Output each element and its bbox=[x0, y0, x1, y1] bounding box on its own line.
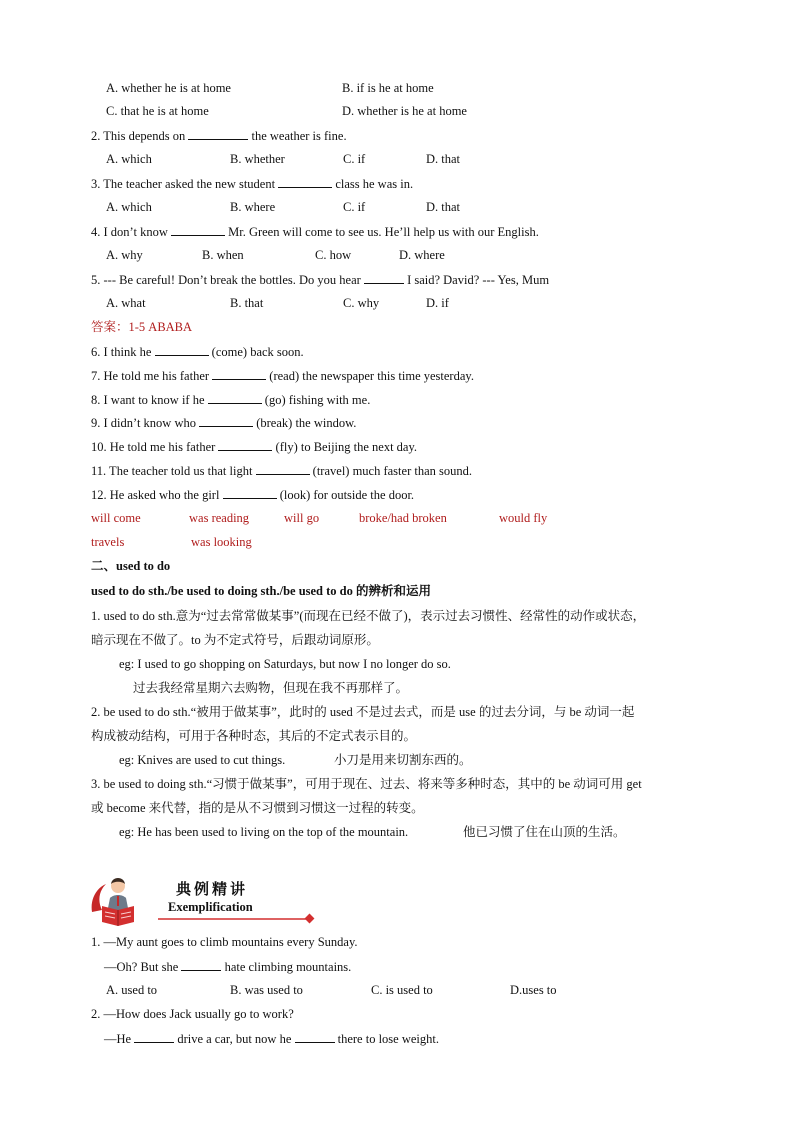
paragraph-3-line-2: 或 become 来代替，指的是从不习惯到习惯这一过程的转变。 bbox=[91, 801, 424, 815]
answer-key-1-5: 答案：1-5 ABABA bbox=[91, 320, 193, 334]
question-10 bbox=[91, 438, 417, 455]
q1-option-d: D. whether is he at home bbox=[342, 104, 467, 118]
answer-blank bbox=[364, 271, 404, 284]
example-2-translation: 小刀是用来切割东西的。 bbox=[334, 753, 472, 767]
q2-option-d: D. that bbox=[426, 152, 461, 166]
question-text: 10. He told me his father bbox=[91, 440, 216, 454]
question-text: class he was in. bbox=[335, 177, 414, 191]
answer-blank bbox=[181, 958, 221, 971]
q3-option-b: B. where bbox=[230, 200, 276, 214]
answer-12: was looking bbox=[191, 535, 252, 549]
q5-option-a: A. what bbox=[106, 296, 146, 310]
paragraph-2-line-1: 2. be used to do sth.“被用于做某事”，此时的 used 不是过去式，而是 use 的过去分词，与 be 动词一起 bbox=[91, 705, 635, 719]
question-text: Mr. Green will come to see us. He’ll help us with our English. bbox=[228, 225, 539, 239]
answer-blank bbox=[295, 1030, 335, 1043]
question-text: —He bbox=[104, 1032, 132, 1046]
question-4 bbox=[91, 223, 539, 240]
question-6 bbox=[91, 343, 304, 360]
q1-option-c: C. that he is at home bbox=[106, 104, 209, 118]
question-text: there to lose weight. bbox=[337, 1032, 439, 1046]
q4-option-c: C. how bbox=[315, 248, 352, 262]
answer-blank bbox=[171, 223, 225, 236]
ex1-option-c: C. is used to bbox=[371, 983, 433, 997]
answer-6: will come bbox=[91, 511, 141, 525]
answer-blank bbox=[188, 127, 248, 140]
question-text: (look) for outside the door. bbox=[279, 488, 415, 502]
answer-7: was reading bbox=[189, 511, 250, 525]
question-text: 11. The teacher told us that light bbox=[91, 464, 253, 478]
question-text: 9. I didn’t know who bbox=[91, 416, 196, 430]
ex1-option-d: D.uses to bbox=[510, 983, 557, 997]
banner-subtitle: Exemplification bbox=[168, 900, 253, 914]
answer-11: travels bbox=[91, 535, 125, 549]
example-question-1-reply bbox=[104, 958, 351, 975]
answer-blank bbox=[199, 414, 253, 427]
q3-option-c: C. if bbox=[343, 200, 366, 214]
q5-option-c: C. why bbox=[343, 296, 380, 310]
question-text: (break) the window. bbox=[256, 416, 357, 430]
question-text: 7. He told me his father bbox=[91, 369, 210, 383]
question-text: 4. I don’t know bbox=[91, 225, 168, 239]
example-2: eg: Knives are used to cut things. bbox=[119, 753, 286, 767]
question-text: (fly) to Beijing the next day. bbox=[275, 440, 418, 454]
answer-blank bbox=[155, 343, 209, 356]
question-text: the weather is fine. bbox=[251, 129, 347, 143]
example-3-translation: 他已习惯了住在山顶的生活。 bbox=[463, 825, 626, 839]
question-12 bbox=[91, 486, 414, 503]
q4-option-a: A. why bbox=[106, 248, 143, 262]
exemplification-banner bbox=[88, 872, 328, 928]
question-2 bbox=[91, 127, 347, 144]
banner-title: 典例精讲 bbox=[176, 880, 249, 898]
question-8 bbox=[91, 391, 370, 408]
paragraph-3-line-1: 3. be used to doing sth.“习惯于做某事”，可用于现在、过去、将来等多种时态，其中的 be 动词可用 get bbox=[91, 777, 642, 791]
answer-9: broke/had broken bbox=[359, 511, 447, 525]
question-11 bbox=[91, 462, 472, 479]
q2-option-b: B. whether bbox=[230, 152, 285, 166]
answer-10: would fly bbox=[499, 511, 548, 525]
question-text: —Oh? But she bbox=[104, 960, 179, 974]
question-text: (travel) much faster than sound. bbox=[312, 464, 472, 478]
q3-option-d: D. that bbox=[426, 200, 461, 214]
question-text: (come) back soon. bbox=[211, 345, 304, 359]
question-text: 12. He asked who the girl bbox=[91, 488, 220, 502]
answer-blank bbox=[134, 1030, 174, 1043]
answer-blank bbox=[256, 462, 310, 475]
paragraph-2-line-2: 构成被动结构，可用于各种时态，其后的不定式表示目的。 bbox=[91, 729, 417, 743]
q3-option-a: A. which bbox=[106, 200, 152, 214]
question-text: 3. The teacher asked the new student bbox=[91, 177, 276, 191]
section-heading: 二、used to do bbox=[91, 559, 171, 573]
example-1: eg: I used to go shopping on Saturdays, but now I no longer do so. bbox=[119, 657, 451, 671]
question-3 bbox=[91, 175, 413, 192]
q2-option-c: C. if bbox=[343, 152, 366, 166]
ex1-option-a: A. used to bbox=[106, 983, 158, 997]
answer-blank bbox=[208, 391, 262, 404]
question-text: 8. I want to know if he bbox=[91, 393, 205, 407]
question-7 bbox=[91, 367, 474, 384]
banner-underline bbox=[88, 912, 328, 926]
q4-option-d: D. where bbox=[399, 248, 445, 262]
example-1-translation: 过去我经常星期六去购物，但现在我不再那样了。 bbox=[133, 681, 409, 695]
paragraph-1-line-2: 暗示现在不做了。to 为不定式符号，后跟动词原形。 bbox=[91, 633, 379, 647]
section-subheading: used to do sth./be used to doing sth./be used to do 的辨析和运用 bbox=[91, 584, 431, 598]
question-text: (go) fishing with me. bbox=[264, 393, 371, 407]
q5-option-b: B. that bbox=[230, 296, 264, 310]
example-question-1: 1. —My aunt goes to climb mountains every Sunday. bbox=[91, 935, 358, 949]
question-text: 2. This depends on bbox=[91, 129, 186, 143]
example-3: eg: He has been used to living on the top of the mountain. bbox=[119, 825, 409, 839]
answer-blank bbox=[223, 486, 277, 499]
question-text: (read) the newspaper this time yesterday. bbox=[269, 369, 474, 383]
q1-option-b: B. if is he at home bbox=[342, 81, 434, 95]
question-text: hate climbing mountains. bbox=[224, 960, 352, 974]
question-5 bbox=[91, 271, 549, 288]
question-text: I said? David? --- Yes, Mum bbox=[407, 273, 550, 287]
paragraph-1-line-1: 1. used to do sth.意为“过去常常做某事”(而现在已经不做了)，表示过去习惯性、经常性的动作或状态， bbox=[91, 609, 646, 623]
answer-blank bbox=[212, 367, 266, 380]
question-9 bbox=[91, 414, 356, 431]
ex1-option-b: B. was used to bbox=[230, 983, 303, 997]
answer-blank bbox=[278, 175, 332, 188]
example-question-2-reply bbox=[104, 1030, 439, 1047]
q5-option-d: D. if bbox=[426, 296, 449, 310]
example-question-2: 2. —How does Jack usually go to work? bbox=[91, 1007, 294, 1021]
question-text: 5. --- Be careful! Don’t break the bottles. Do you hear bbox=[91, 273, 361, 287]
question-text: drive a car, but now he bbox=[177, 1032, 292, 1046]
answer-blank bbox=[218, 438, 272, 451]
question-text: 6. I think he bbox=[91, 345, 152, 359]
answer-8: will go bbox=[284, 511, 320, 525]
q1-option-a: A. whether he is at home bbox=[106, 81, 231, 95]
q2-option-a: A. which bbox=[106, 152, 152, 166]
q4-option-b: B. when bbox=[202, 248, 244, 262]
